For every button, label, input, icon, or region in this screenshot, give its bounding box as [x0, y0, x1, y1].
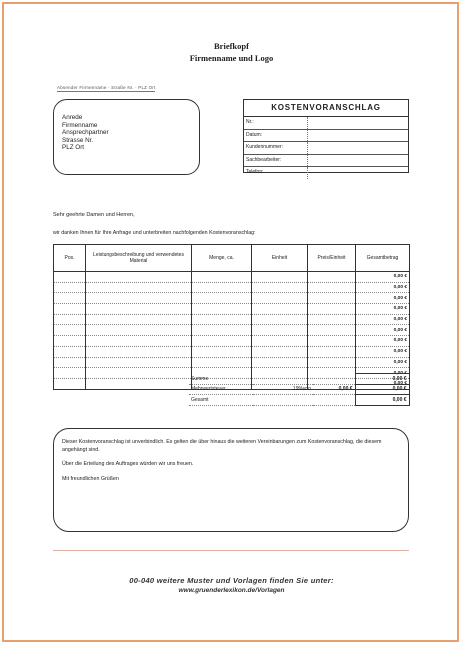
cell-unit-price[interactable]: [308, 282, 356, 293]
cell-total: 0,00 €: [356, 357, 410, 368]
cell-quantity[interactable]: [192, 357, 252, 368]
cell-unit-price[interactable]: [308, 357, 356, 368]
col-header-quantity: Menge, ca.: [192, 245, 252, 272]
cell-description[interactable]: [86, 282, 192, 293]
cell-total: 0,00 €: [356, 282, 410, 293]
phone-field[interactable]: [308, 167, 408, 179]
cell-pos[interactable]: [54, 304, 86, 315]
intro-text: wir danken Ihnen für Ihre Anfrage und unterbreiten nachfolgenden Kostenvoranschlag:: [53, 230, 256, 236]
table-row: [54, 346, 410, 357]
cell-unit[interactable]: [252, 304, 308, 315]
address-line: Firmenname: [62, 121, 98, 129]
sum-label: Summe: [189, 374, 355, 385]
totals-row-sum: [189, 374, 409, 385]
col-header-pos: Pos.: [54, 245, 86, 272]
quote-number-field[interactable]: [308, 117, 408, 129]
footer-link[interactable]: www.gruenderlexikon.de/Vorlagen: [178, 587, 285, 594]
totals-row-vat: [189, 384, 409, 395]
cell-total: 0,00 €: [356, 272, 410, 283]
table-row: [54, 357, 410, 368]
address-line: Ansprechpartner: [62, 129, 109, 137]
items-table: [53, 244, 410, 390]
col-header-unit-price: Preis/Einheit: [308, 245, 356, 272]
vat-rate: 19%von: [253, 384, 313, 395]
address-line: Anrede: [62, 114, 83, 121]
cell-unit[interactable]: [252, 293, 308, 304]
cell-description[interactable]: [86, 293, 192, 304]
notes-box: [53, 428, 409, 532]
cell-unit[interactable]: [252, 314, 308, 325]
grand-total-label: Gesamt: [189, 395, 355, 406]
cell-unit-price[interactable]: [308, 304, 356, 315]
quote-field-label: Kundennummer:: [244, 142, 308, 154]
cell-pos[interactable]: [54, 346, 86, 357]
cell-pos[interactable]: [54, 293, 86, 304]
cell-pos[interactable]: [54, 336, 86, 347]
cell-unit-price[interactable]: [308, 314, 356, 325]
cell-description[interactable]: [86, 368, 192, 379]
table-row: [54, 304, 410, 315]
cell-unit[interactable]: [252, 357, 308, 368]
cell-pos[interactable]: [54, 314, 86, 325]
cell-description[interactable]: [86, 346, 192, 357]
cell-description[interactable]: [86, 325, 192, 336]
footer: [0, 576, 463, 596]
table-row: [54, 282, 410, 293]
table-row: [54, 272, 410, 283]
cell-quantity[interactable]: [192, 336, 252, 347]
cell-total: 0,00 €: [356, 314, 410, 325]
cell-quantity[interactable]: [192, 314, 252, 325]
cell-unit-price[interactable]: [308, 272, 356, 283]
quote-field-row: [244, 130, 408, 143]
items-header-row: [54, 245, 410, 272]
cell-unit-price[interactable]: [308, 325, 356, 336]
table-row: [54, 336, 410, 347]
sender-address-line: Absender Firmenname · Straße Nr. · PLZ Ort: [57, 85, 156, 90]
cell-quantity[interactable]: [192, 346, 252, 357]
col-header-unit: Einheit: [252, 245, 308, 272]
cell-total: 0,00 €: [356, 368, 410, 379]
recipient-address-box: [53, 99, 200, 175]
quote-field-label: Datum:: [244, 130, 308, 142]
cell-unit-price[interactable]: [308, 293, 356, 304]
cell-quantity[interactable]: [192, 282, 252, 293]
cell-description[interactable]: [86, 272, 192, 283]
totals-table: [189, 373, 410, 406]
quote-field-row: [244, 117, 408, 130]
letterhead-title: Briefkopf: [214, 41, 249, 51]
cell-description[interactable]: [86, 336, 192, 347]
cell-unit[interactable]: [252, 336, 308, 347]
cell-quantity[interactable]: [192, 325, 252, 336]
cell-description[interactable]: [86, 378, 192, 389]
cell-unit[interactable]: [252, 325, 308, 336]
footer-divider: [53, 550, 409, 551]
vat-label: Mehrwertsteuer: [189, 384, 253, 395]
col-header-total: Gesamtbetrag: [356, 245, 410, 272]
cell-quantity[interactable]: [192, 272, 252, 283]
cell-pos[interactable]: [54, 325, 86, 336]
cell-quantity[interactable]: [192, 293, 252, 304]
address-line: PLZ Ort: [62, 144, 85, 152]
vat-base: 0,00 €: [313, 384, 355, 395]
clerk-field[interactable]: [308, 155, 408, 167]
cell-unit[interactable]: [252, 346, 308, 357]
cell-total: 0,00 €: [356, 378, 410, 389]
cell-pos[interactable]: [54, 282, 86, 293]
cell-quantity[interactable]: [192, 304, 252, 315]
notes-closing: Mit freundlichen Grüßen: [62, 475, 119, 482]
table-row: [54, 293, 410, 304]
cell-pos[interactable]: [54, 272, 86, 283]
quote-info-box: [243, 99, 409, 173]
cell-pos[interactable]: [54, 378, 86, 389]
cell-pos[interactable]: [54, 368, 86, 379]
quote-title: KOSTENVORANSCHLAG: [244, 100, 408, 117]
cell-total: 0,00 €: [356, 304, 410, 315]
cell-total: 0,00 €: [356, 346, 410, 357]
cell-description[interactable]: [86, 304, 192, 315]
letterhead-subtitle: Firmenname und Logo: [189, 53, 274, 63]
cell-unit-price[interactable]: [308, 346, 356, 357]
salutation: Sehr geehrte Damen und Herren,: [53, 212, 135, 218]
quote-date-field[interactable]: [308, 130, 408, 142]
vat-value: 0,00 €: [355, 384, 409, 395]
cell-unit[interactable]: [252, 272, 308, 283]
table-row: [54, 314, 410, 325]
quote-field-label: Nr.:: [244, 117, 308, 129]
sum-value: 0,00 €: [355, 374, 409, 385]
cell-unit[interactable]: [252, 282, 308, 293]
cell-description[interactable]: [86, 314, 192, 325]
letterhead: [0, 40, 463, 64]
customer-number-field[interactable]: [308, 142, 408, 154]
cell-total: 0,00 €: [356, 325, 410, 336]
cell-pos[interactable]: [54, 357, 86, 368]
cell-description[interactable]: [86, 357, 192, 368]
cell-total: 0,00 €: [356, 336, 410, 347]
grand-total-value: 0,00 €: [355, 395, 409, 406]
footer-promo: 00-040 weitere Muster und Vorlagen finden Sie unter:: [129, 576, 334, 585]
col-header-description: Leistungsbeschreibung und verwendetes Material: [86, 245, 192, 272]
table-row: [54, 325, 410, 336]
cell-total: 0,00 €: [356, 293, 410, 304]
notes-thanks: Über die Erteilung des Auftrages würden wir uns freuen.: [62, 461, 194, 467]
notes-disclaimer: Dieser Kostenvoranschlag ist unverbindlich. Es gelten die über hinaus die weiteren Vereinbarungen zum Kostenvoranschlag, die diesem angehängt sind.: [62, 439, 382, 453]
quote-field-row: [244, 142, 408, 155]
quote-field-label: Sachbearbeiter:: [244, 155, 308, 167]
quote-field-label: Telefon:: [244, 167, 308, 179]
address-line: Strasse Nr.: [62, 136, 94, 144]
totals-row-grand: [189, 395, 409, 406]
quote-field-row: [244, 155, 408, 168]
quote-field-row: [244, 167, 408, 179]
cell-unit-price[interactable]: [308, 336, 356, 347]
